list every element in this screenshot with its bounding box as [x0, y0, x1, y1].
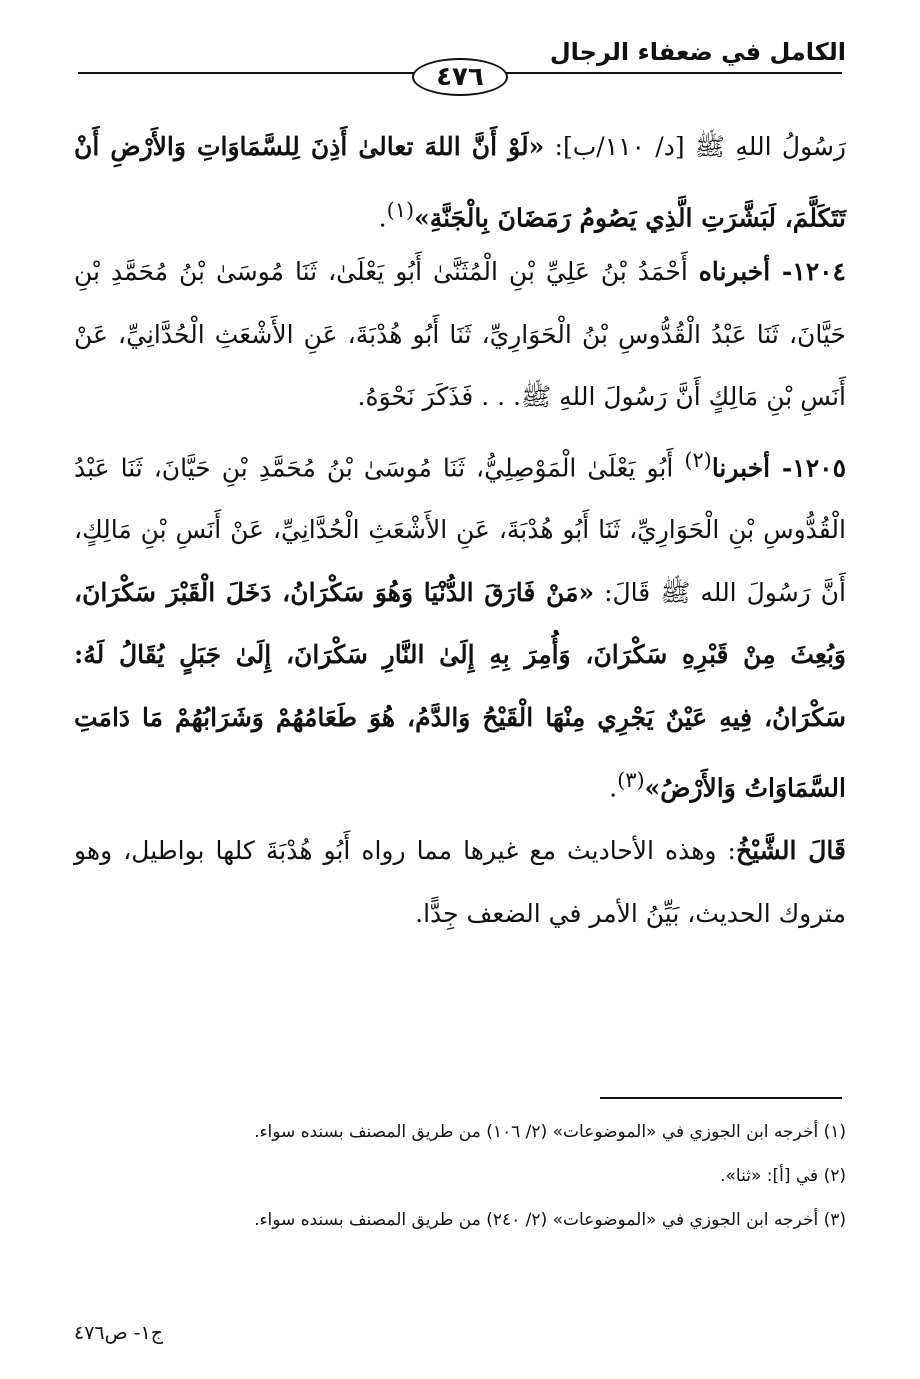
p2-keyword: أخبرناه	[698, 257, 771, 286]
p2-text: أَحْمَدُ بْنُ عَلِيِّ بْنِ الْمُثَنَّىٰ أَبُو يَعْلَىٰ، ثَنَا مُوسَىٰ بْنُ مُحَمَّدِ بْنِ حَيَّانَ، ثَنَا عَبْدُ الْقُدُّوسِ بْنُ الْحَوَارِيِّ، ثَنَا أَبُو هُدْبَةَ، عَنِ الأَشْعَثِ الْحُدَّانِيِّ، عَنْ أَنَسِ بْنِ مَالِكٍ أَنَّ رَسُولَ اللهِ ﷺ. . . فَذَكَرَ نَحْوَهُ.	[74, 257, 846, 411]
p1-lead: رَسُولُ اللهِ ﷺ [د/ ١١٠/ب]:	[544, 132, 847, 161]
hadith-number-1204: ١٢٠٤-	[770, 257, 846, 286]
hadith-number-1205: ١٢٠٥-	[770, 452, 846, 482]
p3-end: .	[609, 773, 618, 803]
footnotes	[74, 1110, 846, 1242]
p4-text: : وهذه الأحاديث مع غيرها مما رواه أَبُو هُدْبَةَ كلها بواطيل، وهو متروك الحديث، بَيِّنُ الأمر في الضعف جِدًّا.	[74, 836, 846, 928]
footnote-1: (١) أخرجه ابن الجوزي في «الموضوعات» (٢/ ١٠٦) من طريق المصنف بسنده سواء.	[254, 1122, 846, 1142]
p3-keyword: أخبرنا	[711, 452, 771, 482]
running-title: الكامل في ضعفاء الرجال	[549, 38, 846, 66]
volume-page-reference: ج١- ص٤٧٦	[74, 1322, 163, 1344]
paragraph-1204	[74, 241, 846, 429]
footnote-3: (٣) أخرجه ابن الجوزي في «الموضوعات» (٢/ ٢٤٠) من طريق المصنف بسنده سواء.	[254, 1210, 846, 1230]
main-text	[74, 116, 846, 945]
page-number: ٤٧٦	[412, 58, 508, 96]
p3-text: أَبُو يَعْلَىٰ الْمَوْصِلِيُّ، ثَنَا مُوسَىٰ بْنُ مُحَمَّدِ بْنِ حَيَّانَ، ثَنَا عَبْدُ الْقُدُّوسِ بْنِ الْحَوَارِيِّ، ثَنَا أَبُو هُدْبَةَ، عَنِ الأَشْعَثِ الْحُدَّانِيِّ، عَنْ أَنَسِ بْنِ مَالِكٍ، أَنَّ رَسُولَ الله ﷺ قَالَ:	[74, 452, 846, 607]
paragraph-1205	[74, 429, 846, 821]
footnote-rule	[600, 1097, 842, 1099]
footnote-2: (٢) في [أ]: «ثنا».	[720, 1166, 846, 1186]
footnote-ref-2: (٢)	[684, 447, 712, 472]
p4-keyword: قَالَ الشَّيْخُ	[735, 836, 847, 866]
footnote-ref-1: (١)	[386, 197, 415, 222]
p1-hadith: «لَوْ أَنَّ اللهَ تعالىٰ أَذِنَ لِلسَّمَاوَاتِ وَالأَرْضِ أَنْ تَتَكَلَّمَ، لَبَشَّرَتِ الَّذِي يَصُومُ رَمَضَانَ بِالْجَنَّةِ»	[74, 132, 846, 232]
paragraph-sheikh	[74, 820, 846, 945]
page-number-frame	[0, 58, 920, 96]
paragraph-1	[74, 116, 846, 241]
footnote-ref-3: (٣)	[617, 768, 645, 793]
p3-hadith: «مَنْ فَارَقَ الدُّنْيَا وَهُوَ سَكْرَانُ، دَخَلَ الْقَبْرَ سَكْرَانَ، وَبُعِثَ مِنْ قَبْرِهِ سَكْرَانَ، وَأُمِرَ بِهِ إِلَىٰ النَّارِ سَكْرَانَ، إِلَىٰ جَبَلٍ يُقَالُ لَهُ: سَكْرَانُ، فِيهِ عَيْنٌ يَجْرِي مِنْهَا الْقَيْحُ وَالدَّمُ، هُوَ طَعَامُهُمْ وَشَرَابُهُمْ مَا دَامَتِ السَّمَاوَاتُ وَالأَرْضُ»	[74, 577, 846, 803]
p1-end: .	[378, 202, 387, 232]
